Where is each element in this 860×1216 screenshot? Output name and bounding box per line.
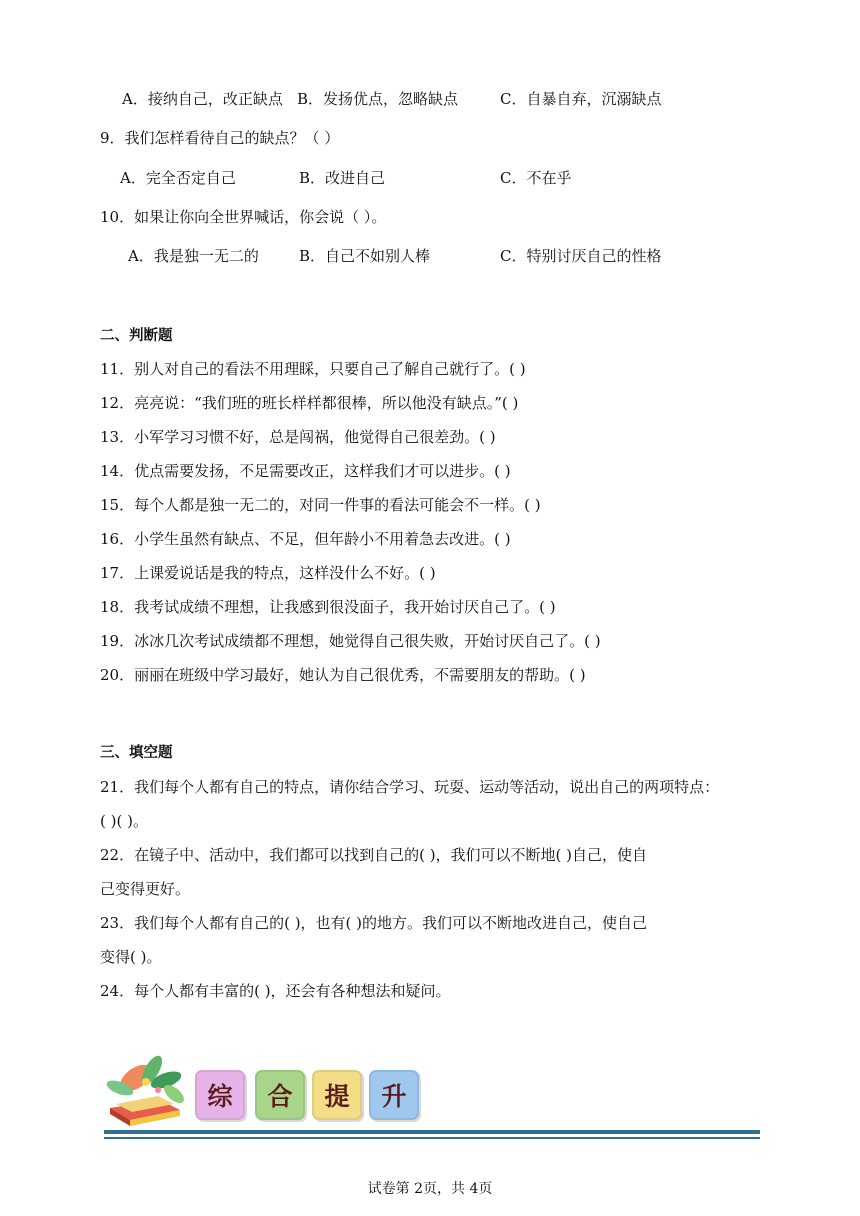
- page-footer: 试卷第 2页，共 4页: [367, 1181, 493, 1197]
- q9-stem: 9．我们怎样看待自己的缺点？（ ）: [100, 129, 340, 147]
- judgment-item: 11．别人对自己的看法不用理睬，只要自己了解自己就行了。( ): [100, 360, 526, 378]
- q10-stem: 10．如果让你向全世界喊话，你会说（ ）。: [100, 208, 387, 226]
- banner-char-he: 合: [255, 1070, 305, 1120]
- q8-option-b: B．发扬优点，忽略缺点: [297, 90, 459, 108]
- fill-q23-line2: 变得( )。: [100, 948, 162, 966]
- banner-char-ti: 提: [312, 1070, 362, 1120]
- judgment-item: 19．冰冰几次考试成绩都不理想，她觉得自己很失败，开始讨厌自己了。( ): [100, 632, 601, 650]
- fill-q21-line1: 21．我们每个人都有自己的特点，请你结合学习、玩耍、运动等活动，说出自己的两项特点：: [100, 778, 720, 796]
- section-heading-fill-blank: 三、填空题: [100, 745, 173, 761]
- banner-char-sheng: 升: [369, 1070, 419, 1120]
- q10-option-c: C．特别讨厌自己的性格: [500, 247, 662, 265]
- fill-q22-line2: 己变得更好。: [100, 880, 191, 898]
- judgment-item: 18．我考试成绩不理想，让我感到很没面子，我开始讨厌自己了。( ): [100, 598, 556, 616]
- section-heading-judgment: 二、判断题: [100, 328, 173, 344]
- judgment-item: 15．每个人都是独一无二的，对同一件事的看法可能会不一样。( ): [100, 496, 541, 514]
- q10-option-b: B．自己不如别人棒: [299, 247, 431, 265]
- judgment-item: 16．小学生虽然有缺点、不足，但年龄小不用着急去改进。( ): [100, 530, 511, 548]
- judgment-item: 13．小军学习习惯不好，总是闯祸，他觉得自己很差劲。( ): [100, 428, 496, 446]
- judgment-item: 14．优点需要发扬，不足需要改正，这样我们才可以进步。( ): [100, 462, 511, 480]
- q10-option-a: A．我是独一无二的: [128, 247, 259, 265]
- banner-divider-thin: [104, 1137, 760, 1139]
- q9-option-a: A．完全否定自己: [120, 169, 236, 187]
- banner-divider-thick: [104, 1130, 760, 1134]
- judgment-item: 20．丽丽在班级中学习最好，她认为自己很优秀，不需要朋友的帮助。( ): [100, 666, 586, 684]
- banner-char-zong: 综: [195, 1070, 245, 1120]
- q8-option-a: A．接纳自己，改正缺点: [122, 90, 283, 108]
- q9-option-b: B．改进自己: [299, 169, 386, 187]
- books-plant-illustration: [100, 1050, 186, 1126]
- q8-option-c: C．自暴自弃，沉溺缺点: [500, 90, 662, 108]
- q9-option-c: C．不在乎: [500, 169, 572, 187]
- fill-q22-line1: 22．在镜子中、活动中，我们都可以找到自己的( )，我们可以不断地( )自己，使自: [100, 846, 648, 864]
- fill-q21-line2: ( )( )。: [100, 812, 148, 830]
- fill-q24: 24．每个人都有丰富的( )，还会有各种想法和疑问。: [100, 982, 451, 1000]
- fill-q23-line1: 23．我们每个人都有自己的( )，也有( )的地方。我们可以不断地改进自己，使自己: [100, 914, 648, 932]
- judgment-item: 12．亮亮说：“我们班的班长样样都很棒，所以他没有缺点。”( ): [100, 394, 519, 412]
- judgment-item: 17．上课爱说话是我的特点，这样没什么不好。( ): [100, 564, 436, 582]
